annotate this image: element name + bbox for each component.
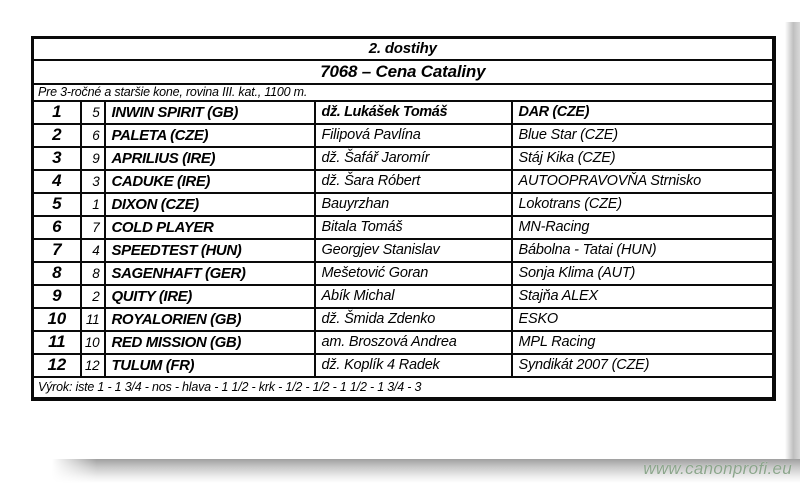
result-row: [33, 101, 774, 124]
start-number-cell: 2: [81, 285, 105, 308]
verdict-text: Výrok: iste 1 - 1 3/4 - nos - hlava - 1 1/2 - krk - 1/2 - 1/2 - 1 1/2 - 1 3/4 - 3: [33, 377, 774, 399]
race-number: 2. dostihy: [33, 38, 774, 60]
start-number-cell: 11: [81, 308, 105, 331]
owner-cell: Syndikát 2007 (CZE): [512, 354, 774, 377]
start-number-cell: 7: [81, 216, 105, 239]
result-row: [33, 262, 774, 285]
result-row: [33, 239, 774, 262]
place-cell: 9: [33, 285, 81, 308]
place-cell: 8: [33, 262, 81, 285]
owner-cell: AUTOOPRAVOVŇA Strnisko: [512, 170, 774, 193]
owner-cell: Sonja Klima (AUT): [512, 262, 774, 285]
start-number-cell: 9: [81, 147, 105, 170]
horse-name-cell: QUITY (IRE): [105, 285, 315, 308]
horse-name-cell: SPEEDTEST (HUN): [105, 239, 315, 262]
horse-name-cell: CADUKE (IRE): [105, 170, 315, 193]
result-row: [33, 331, 774, 354]
rider-cell: dž. Šara Róbert: [315, 170, 512, 193]
start-number-cell: 1: [81, 193, 105, 216]
race-number-row: [33, 38, 774, 60]
place-cell: 6: [33, 216, 81, 239]
rider-cell: Georgjev Stanislav: [315, 239, 512, 262]
race-title: 7068 – Cena Cataliny: [33, 60, 774, 84]
horse-name-cell: APRILIUS (IRE): [105, 147, 315, 170]
start-number-cell: 8: [81, 262, 105, 285]
rider-cell: dž. Koplík 4 Radek: [315, 354, 512, 377]
owner-cell: ESKO: [512, 308, 774, 331]
rider-cell: Mešetović Goran: [315, 262, 512, 285]
owner-cell: Stáj Kika (CZE): [512, 147, 774, 170]
owner-cell: Blue Star (CZE): [512, 124, 774, 147]
horse-name-cell: INWIN SPIRIT (GB): [105, 101, 315, 124]
results-body: [33, 101, 774, 377]
horse-name-cell: TULUM (FR): [105, 354, 315, 377]
place-cell: 7: [33, 239, 81, 262]
place-cell: 1: [33, 101, 81, 124]
race-results-table: [31, 36, 776, 401]
owner-cell: Bábolna - Tatai (HUN): [512, 239, 774, 262]
rider-cell: Abík Michal: [315, 285, 512, 308]
start-number-cell: 12: [81, 354, 105, 377]
horse-name-cell: COLD PLAYER: [105, 216, 315, 239]
place-cell: 5: [33, 193, 81, 216]
rider-cell: am. Broszová Andrea: [315, 331, 512, 354]
race-conditions-row: [33, 84, 774, 101]
owner-cell: MPL Racing: [512, 331, 774, 354]
place-cell: 10: [33, 308, 81, 331]
horse-name-cell: SAGENHAFT (GER): [105, 262, 315, 285]
start-number-cell: 6: [81, 124, 105, 147]
place-cell: 12: [33, 354, 81, 377]
owner-cell: DAR (CZE): [512, 101, 774, 124]
start-number-cell: 3: [81, 170, 105, 193]
result-row: [33, 124, 774, 147]
result-row: [33, 216, 774, 239]
rider-cell: dž. Šafář Jaromír: [315, 147, 512, 170]
place-cell: 11: [33, 331, 81, 354]
rider-cell: dž. Šmida Zdenko: [315, 308, 512, 331]
owner-cell: Stajňa ALEX: [512, 285, 774, 308]
watermark-url: www.canonprofi.eu: [643, 459, 792, 478]
result-row: [33, 170, 774, 193]
result-row: [33, 147, 774, 170]
result-row: [33, 285, 774, 308]
place-cell: 4: [33, 170, 81, 193]
page-edge-shadow-right: [785, 22, 800, 462]
horse-name-cell: RED MISSION (GB): [105, 331, 315, 354]
race-title-row: [33, 60, 774, 84]
result-row: [33, 193, 774, 216]
owner-cell: MN-Racing: [512, 216, 774, 239]
place-cell: 2: [33, 124, 81, 147]
start-number-cell: 5: [81, 101, 105, 124]
result-row: [33, 354, 774, 377]
start-number-cell: 10: [81, 331, 105, 354]
rider-cell: Bauyrzhan: [315, 193, 512, 216]
result-row: [33, 308, 774, 331]
rider-cell: dž. Lukášek Tomáš: [315, 101, 512, 124]
place-cell: 3: [33, 147, 81, 170]
rider-cell: Filipová Pavlína: [315, 124, 512, 147]
horse-name-cell: ROYALORIEN (GB): [105, 308, 315, 331]
verdict-row: [33, 377, 774, 399]
race-conditions: Pre 3-ročné a staršie kone, rovina III. kat., 1100 m.: [33, 84, 774, 101]
rider-cell: Bitala Tomáš: [315, 216, 512, 239]
start-number-cell: 4: [81, 239, 105, 262]
owner-cell: Lokotrans (CZE): [512, 193, 774, 216]
horse-name-cell: PALETA (CZE): [105, 124, 315, 147]
horse-name-cell: DIXON (CZE): [105, 193, 315, 216]
